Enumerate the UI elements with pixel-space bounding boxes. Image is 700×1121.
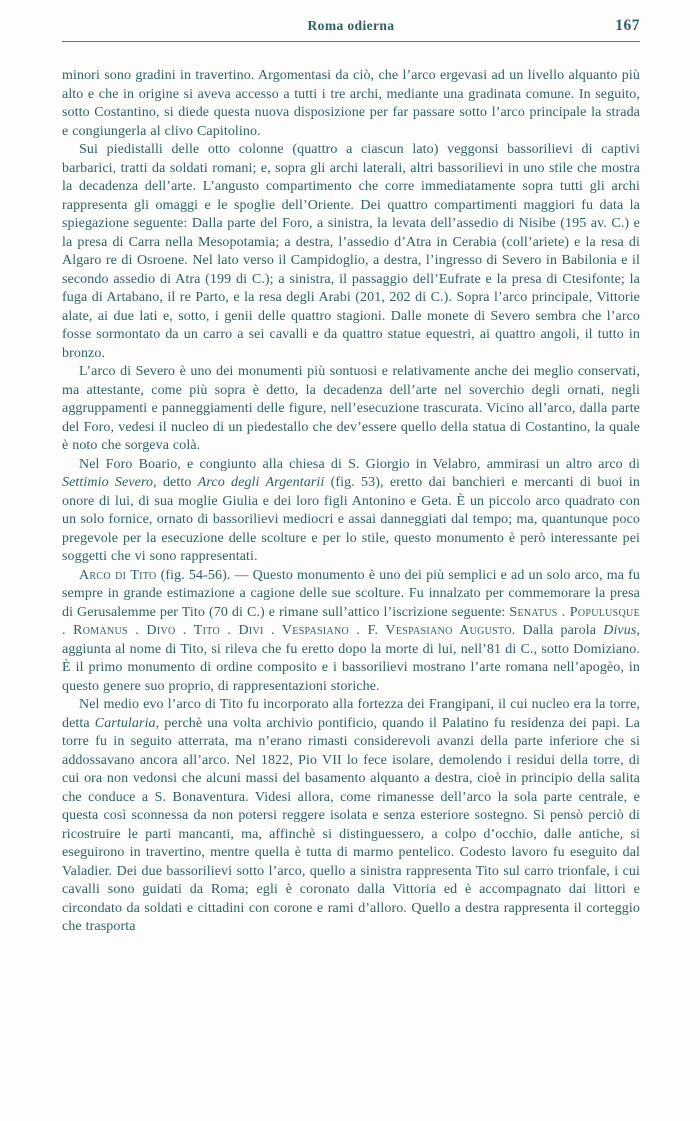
text-run: . Dalla parola bbox=[511, 623, 604, 638]
paragraph bbox=[62, 567, 640, 697]
paragraph bbox=[62, 141, 640, 363]
text-run: Nel Foro Boario, e congiunto alla chiesa di S. Giorgio in Velabro, ammirasi un altro arco di bbox=[79, 456, 640, 472]
text-run-italic: Settimio Severo bbox=[62, 475, 154, 490]
text-run: minori sono gradini in travertino. Argomentasi da ciò, che l’arco ergevasi ad un livello alquanto più alto e che in origine si aveva accesso a tutti i tre archi, mediante una gradinata comune. In seguito, sotto Costantino, si diede questa nuova disposizione per far passare sotto l’arco principale la strada e congiungerla al clivo Capitolino. bbox=[62, 68, 640, 139]
page-header bbox=[62, 18, 640, 36]
paragraph bbox=[62, 456, 640, 567]
text-run: Sui piedistalli delle otto colonne (quattro a ciascun lato) veggonsi bassorilievi di captivi barbarici, tratti da soldati romani; e, sopra gli archi laterali, altri bassorilievi in uno stile che mostra la decadenza dell’arte. L’angusto compartimento che corre immediatamente sopra tutti gli archi rappresenta gli omaggi e le spoglie dell’Oriente. Dei quattro compartimenti maggiori fu data la spiegazione seguente: Dalla parte del Foro, a sinistra, la levata dell’assedio di Nisibe (195 av. C.) e la presa di Carra nella Mesopotamia; a destra, l’assedio d’Atra in Cerabia (coll’ariete) e la resa di Algaro re di Osroene. Nel lato verso il Campidoglio, a destra, l’ingresso di Severo in Babilonia e il secondo assedio di Atra (199 di C.); a sinistra, il passaggio dell’Eufrate e la presa di Ctesifonte; la fuga di Artabano, il re Parto, e la resa degli Arabi (201, 202 di C.). Sopra l’arco principale, Vittorie alate, ai due lati e, sotto, i genii delle quattro stagioni. Dalle monete di Severo sembra che l’arco fosse sormontato da un carro a sei cavalli e da quattro statue equestri, ai quattro angoli, il tutto in bronzo. bbox=[62, 142, 640, 361]
text-run: Nel medio evo l’arco di Tito fu incorporato alla fortezza dei Frangipani, il cui nucleo era la torre, detta bbox=[62, 697, 640, 731]
text-run-smallcaps: Senatus . Populusque . Romanus . Divo . Tito . Divi . Vespasiano . F. Vespasiano Augusto bbox=[62, 604, 640, 638]
text-run: L’arco di Severo è uno dei monumenti più sontuosi e relativamente anche dei meglio conservati, ma attestante, come più sopra è detto, la decadenza dell’arte nel soverchio degli ornati, negli aggruppamenti e panneggiamenti delle figure, nell’esecuzione trascurata. Vicino all’arco, dalla parte del Foro, vedesi il nucleo di un piedestallo che dev’essere quello della statua di Costantino, la quale è noto che sorgeva colà. bbox=[62, 364, 640, 453]
text-run-smallcaps: Arco di Tito bbox=[79, 567, 157, 583]
running-title: Roma odierna bbox=[307, 18, 395, 33]
paragraph bbox=[62, 696, 640, 937]
text-run: (fig. 54-56). — Questo monumento è uno dei più semplici e ad un solo arco, ma fu sempre in grande estimazione a cagione delle sue scolture. Fu innalzato per commemorare la presa di Gerusalemme per Tito (70 di C.) e rimane sull’attico l’iscrizione seguente: bbox=[62, 567, 640, 620]
page-number: 167 bbox=[615, 17, 640, 34]
text-run: , perchè una volta archivio pontificio, quando il Palatino fu residenza dei papi. La torre fu in seguito atterrata, ma n’erano rimasti considerevoli avanzi della parte inferiore che si addossavano ancora all’arco. Nel 1822, Pio VII lo fece isolare, demolendo i residui della torre, di cui ora non vedonsi che alcuni massi del basamento alquanto a destra, cioè in principio della salita che conduce a S. Bonaventura. Videsi allora, come rimanesse dell’arco la sola parte centrale, e questa così sconnessa da non potersi reggere isolata e senza esteriore sostegno. Si pensò perciò di ricostruire le parti mancanti, ma, affinchè si distinguessero, a colpo d’occhio, dalle antiche, si eseguirono in travertino, mentre quella è tutta di marmo pentelico. Codesto lavoro fu eseguito dal Valadier. Dei due bassorilievi sotto l’arco, quello a sinistra rappresenta Tito sul carro trionfale, i cui cavalli sono guidati da Roma; egli è coronato dalla Vittoria ed è accompagnato dai littori e circondato da soldati e cittadini con corone e rami d’alloro. Quello a destra rappresenta il corteggio che trasporta bbox=[62, 715, 640, 934]
text-run-italic: Arco degli Argentarii bbox=[197, 475, 325, 490]
text-run-italic: Divus bbox=[603, 623, 637, 638]
text-run: (fig. 53), eretto dai banchieri e mercanti di buoi in onore di lui, di sua moglie Giulia e dei loro figli Antonino e Geta. È un piccolo arco quadrato con un solo fornice, ornato di bassorilievi mediocri e assai danneggiati dal tempo; ma, quantunque poco pregevole per la esecuzione delle scolture e per lo stile, questo monumento è però interessante pei soggetti che vi sono rappresentati. bbox=[62, 475, 640, 564]
paragraph bbox=[62, 67, 640, 141]
text-run: , aggiunta al nome di Tito, si rileva che fu eretto dopo la morte di lui, nell’81 di C., sotto Domiziano. È il primo monumento di ordine composito e i bassorilievi mostrano l’arte romana nell’apogèo, in questo genere suo proprio, di rappresentazioni storiche. bbox=[62, 623, 641, 694]
paragraph bbox=[62, 363, 640, 456]
text-block bbox=[62, 67, 640, 937]
header-rule bbox=[62, 41, 640, 42]
text-run: , detto bbox=[153, 475, 198, 490]
text-run-italic: Cartularia bbox=[94, 715, 156, 731]
